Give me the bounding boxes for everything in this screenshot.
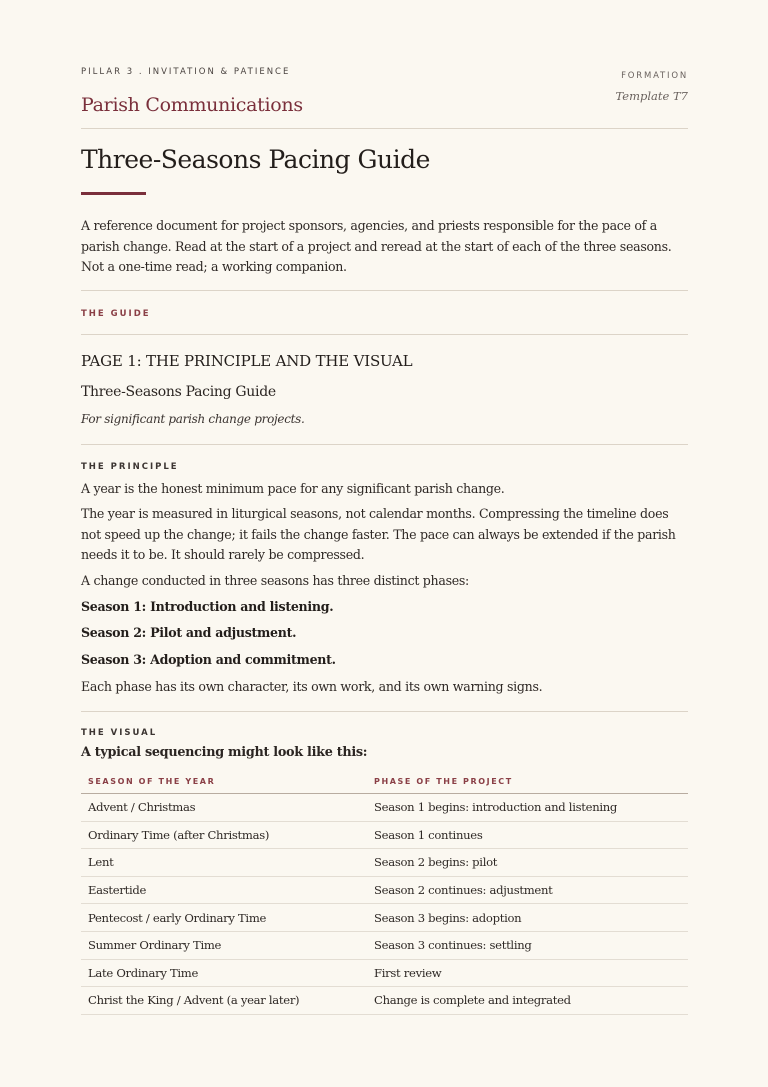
principle-p2: The year is measured in liturgical seasons, not calendar months. Compressing the timeline does not speed up the change; it fails the change faster. The pace can always be extended if the parish needs it to be. It should rarely be compressed.	[81, 506, 676, 562]
sequencing-table	[81, 770, 688, 1015]
table-row	[81, 987, 688, 1015]
season-cell: Summer Ordinary Time	[81, 931, 367, 959]
table-row	[81, 821, 688, 849]
visual-label: THE VISUAL	[81, 728, 158, 738]
season3-line: Season 3: Adoption and commitment.	[81, 652, 336, 667]
season-cell: Christ the King / Advent (a year later)	[81, 987, 367, 1015]
season1-line: Season 1: Introduction and listening.	[81, 599, 334, 614]
phase-cell: Season 3 continues: settling	[367, 931, 688, 959]
phase-cell: Season 2 begins: pilot	[367, 849, 688, 877]
principle-divider	[81, 711, 688, 712]
table-row	[81, 959, 688, 987]
table-row	[81, 931, 688, 959]
header-divider	[81, 128, 688, 129]
phase-cell: Season 3 begins: adoption	[367, 904, 688, 932]
template-label: Template T7	[615, 89, 688, 103]
season-cell: Ordinary Time (after Christmas)	[81, 821, 367, 849]
phase-cell: First review	[367, 959, 688, 987]
column-header-phase: PHASE OF THE PROJECT	[367, 770, 688, 794]
page1-subheading: Three-Seasons Pacing Guide	[81, 384, 276, 400]
page1-divider	[81, 444, 688, 445]
table-row	[81, 904, 688, 932]
guide-section-label: THE GUIDE	[81, 309, 151, 319]
table-row	[81, 794, 688, 822]
intro-divider	[81, 290, 688, 291]
formation-label: FORMATION	[621, 71, 688, 81]
season-cell: Pentecost / early Ordinary Time	[81, 904, 367, 932]
principle-label: THE PRINCIPLE	[81, 462, 179, 472]
principle-p1: A year is the honest minimum pace for any significant parish change.	[81, 481, 505, 496]
phase-cell: Season 2 continues: adjustment	[367, 876, 688, 904]
season-cell: Eastertide	[81, 876, 367, 904]
visual-intro: A typical sequencing might look like this:	[81, 745, 368, 760]
phase-cell: Season 1 continues	[367, 821, 688, 849]
phase-cell: Season 1 begins: introduction and listening	[367, 794, 688, 822]
season-cell: Advent / Christmas	[81, 794, 367, 822]
page1-heading: PAGE 1: THE PRINCIPLE AND THE VISUAL	[81, 352, 413, 370]
season-cell: Lent	[81, 849, 367, 877]
table-header-row	[81, 770, 688, 794]
pillar-kicker: PILLAR 3 . INVITATION & PATIENCE	[81, 67, 291, 77]
table-row	[81, 876, 688, 904]
season-cell: Late Ordinary Time	[81, 959, 367, 987]
column-header-season: SEASON OF THE YEAR	[81, 770, 367, 794]
phase-cell: Change is complete and integrated	[367, 987, 688, 1015]
brand-title: Parish Communications	[81, 94, 303, 116]
principle-p3: A change conducted in three seasons has three distinct phases:	[81, 573, 469, 588]
title-accent-bar	[81, 192, 146, 195]
page1-subtitle: For significant parish change projects.	[81, 412, 305, 426]
page-title: Three-Seasons Pacing Guide	[81, 145, 430, 174]
principle-p4: Each phase has its own character, its own work, and its own warning signs.	[81, 679, 543, 694]
table-row	[81, 849, 688, 877]
intro-paragraph: A reference document for project sponsors, agencies, and priests responsible for the pace of a parish change. Read at the start of a project and reread at the start of each of the three seasons. Not a one-time read; a working companion.	[81, 218, 672, 274]
guide-divider	[81, 334, 688, 335]
season2-line: Season 2: Pilot and adjustment.	[81, 625, 297, 640]
